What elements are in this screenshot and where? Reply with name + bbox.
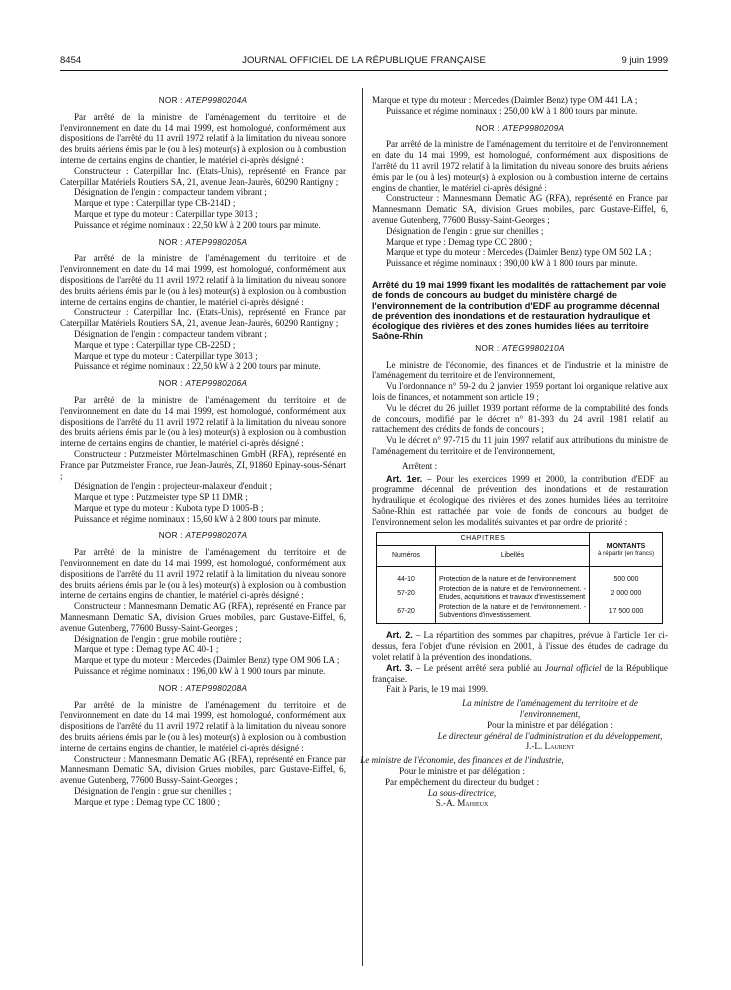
notice-intro: Par arrêté de la ministre de l'aménagement du territoire et de l'environnement en date du 14 mai 1999, est homologué, conformément aux dispositions de l'arrêté du 11 avril 1972 relatif à la limitation du niveau sonore des bruits aériens émis par le (ou à les) moteur(s) à explosion ou à combustion interne de certains engins de chantier, le matériel ci-après désigné : <box>60 111 346 165</box>
page-header <box>60 54 668 68</box>
notice-intro: Par arrêté de la ministre de l'aménagement du territoire et de l'environnement en date du 14 mai 1999, est homologué, conformément aux dispositions de l'arrêté du 11 avril 1972 relatif à la limitation du niveau sonore des bruits aériens émis par le (ou à les) moteur(s) à explosion ou à combustion interne de certains engins de chantier, le matériel ci-après désigné : <box>60 547 346 601</box>
notice-line: Puissance et régime nominaux : 22,50 kW à 2 200 tours par minute. <box>74 361 321 372</box>
notice-line: Marque et type : Demag type AC 40-1 ; <box>74 644 219 655</box>
nor-reference: NOR : ATEP9980206A <box>158 379 248 389</box>
notice-line: Constructeur : Caterpillar Inc. (Etats-Unis), représenté en France par Caterpillar Matériels Routiers SA, 21, avenue Jean-Jaurès, 60290 Rantigny ; <box>60 165 346 187</box>
article-2: Art. 2. – La répartition des sommes par chapitres, prévue à l'article 1er ci-dessus, fera l'objet d'une révision en 2001, à l'issue des études de cadrage du volet relatif à la prévention des inondations. <box>372 630 668 663</box>
notice-line: Marque et type : Demag type CC 1800 ; <box>74 796 220 807</box>
article-1: Art. 1er. – Pour les exercices 1999 et 2000, la contribution d'EDF au programme décennal de prévention des inondations et de restauration hydraulique et écologique des rivières et des zones humides liées au territoire Saône-Rhin est rattachée par voie de fonds de concours au budget de l'environnement selon les modalités suivantes et par ordre de priorité : <box>372 473 668 527</box>
table-row: 57-20 Protection de la nature et de l'environnement. - Etudes, acquisitions et travaux d'investissement 2 000 000 <box>377 585 663 603</box>
notice-line: Désignation de l'engin : compacteur tandem vibrant ; <box>74 328 267 339</box>
notice-line: Constructeur : Putzmeister Mörtelmaschinen GmbH (RFA), représenté en France par Putzmeister France, rue Jean-Jaurès, ZI, 91860 Epinay-sous-Sénart ; <box>60 448 346 481</box>
notice-line: Désignation de l'engin : projecteur-malaxeur d'enduit ; <box>74 481 273 492</box>
notice-line: Désignation de l'engin : grue sur chenilles ; <box>74 786 232 797</box>
notice-line: Constructeur : Caterpillar Inc. (Etats-Unis), représenté en France par Caterpillar Matériels Routiers SA, 21, avenue Jean-Jaurès, 60290 Rantigny ; <box>60 307 346 329</box>
preamble-line: Vu le décret du 26 juillet 1939 portant réforme de la comptabilité des fonds de concours, modifié par le décret n° 81-393 du 24 avril 1981 relatif au rattachement des crédits de fonds de concours ; <box>372 402 668 435</box>
preamble-line: Vu l'ordonnance n° 59-2 du 2 janvier 1959 portant loi organique relative aux lois de finances, et notamment son article 19 ; <box>372 381 668 402</box>
nor-reference: NOR : ATEP9980207A <box>158 531 248 541</box>
header-rule <box>60 70 668 71</box>
continuation-line: Puissance et régime nominaux : 250,00 kW à 1 800 tours par minute. <box>386 105 638 116</box>
nor-reference: NOR : ATEP9980205A <box>158 237 248 247</box>
table-row: 67-20 Protection de la nature et de l'environnement. - Subventions d'investissement. 17 500 000 <box>377 603 663 624</box>
nor-reference: NOR : ATEP9980204A <box>158 96 248 105</box>
budget-table <box>376 532 663 624</box>
article-3: Art. 3. – Le présent arrêté sera publié au Journal officiel de la République française. <box>372 662 668 684</box>
notice-line: Puissance et régime nominaux : 196,00 kW à 1 900 tours par minute. <box>74 666 326 677</box>
notice-intro: Par arrêté de la ministre de l'aménagement du territoire et de l'environnement en date du 14 mai 1999, est homologué, conformément aux dispositions de l'arrêté du 11 avril 1972 relatif à la limitation du niveau sonore des bruits aériens émis par le (ou à les) moteur(s) à explosion ou à combustion interne de certains engins de chantier, le matériel ci-après désigné : <box>60 253 346 307</box>
fait-a-paris: Fait à Paris, le 19 mai 1999. <box>386 684 489 695</box>
journal-title: JOURNAL OFFICIEL DE LA RÉPUBLIQUE FRANÇAISE <box>242 55 486 66</box>
table-row: 44-10 Protection de la nature et de l'environnement 500 000 <box>377 575 663 585</box>
nor-reference: NOR : ATEP9980209A <box>475 123 565 133</box>
left-column <box>60 96 346 808</box>
column-divider <box>362 88 363 966</box>
preamble-line: Le ministre de l'économie, des finances et de l'industrie et la ministre de l'aménagement du territoire et de l'environnement, <box>372 359 668 381</box>
preamble-line: Vu le décret n° 97-715 du 11 juin 1997 relatif aux attributions du ministre de l'aménagement du territoire et de l'environnement, <box>372 435 668 456</box>
notice-line: Marque et type : Caterpillar type CB-225D ; <box>74 339 236 350</box>
decree-nor-reference: NOR : ATEG9980210A <box>475 343 565 353</box>
notice-line: Désignation de l'engin : grue sur chenilles ; <box>386 225 544 236</box>
notice-intro: Par arrêté de la ministre de l'aménagement du territoire et de l'environnement en date du 14 mai 1999, est homologué, conformément aux dispositions de l'arrêté du 11 avril 1972 relatif à la limitation du niveau sonore des bruits aériens émis par le (ou à les) moteur(s) à explosion ou à combustion interne de certains engins de chantier, le matériel ci-après désigné : <box>372 139 668 193</box>
notice-intro: Par arrêté de la ministre de l'aménagement du territoire et de l'environnement en date du 14 mai 1999, est homologué, conformément aux dispositions de l'arrêté du 11 avril 1972 relatif à la limitation du niveau sonore des bruits aériens émis par le (ou à les) moteur(s) à explosion ou à combustion interne de certains engins de chantier, le matériel ci-après désigné : <box>60 394 346 449</box>
notice-line: Marque et type du moteur : Mercedes (Daimler Benz) type OM 906 LA ; <box>74 655 340 666</box>
notice-line: Marque et type du moteur : Caterpillar type 3013 ; <box>74 350 258 361</box>
continuation-line: Marque et type du moteur : Mercedes (Daimler Benz) type OM 441 LA ; <box>372 95 638 105</box>
notice-line: Désignation de l'engin : grue mobile routière ; <box>74 633 242 644</box>
table-header-libelles: Libellés <box>436 546 590 567</box>
nor-reference: NOR : ATEP9980208A <box>158 683 248 693</box>
notice-intro: Par arrêté de la ministre de l'aménagement du territoire et de l'environnement en date du 14 mai 1999, est homologué, conformément aux dispositions de l'arrêté du 11 avril 1972 relatif à la limitation du niveau sonore des bruits aériens émis par le (ou à les) moteur(s) à explosion ou à combustion interne de certains engins de chantier, le matériel ci-après désigné : <box>60 699 346 753</box>
notice-line: Constructeur : Mannesmann Dematic AG (RFA), représenté en France par Mannesmann Dematic SA, division Grues mobiles, parc Gustave-Eiffel, 6, avenue Gutenberg, 77600 Bussy-Saint-Georges ; <box>372 193 668 225</box>
signature-block-economy: Le ministre de l'économie, des finances et de l'industrie, Pour le ministre et par délégation : Par empêchement du directeur du budget : La sous-directrice, S.-A. Mahieux <box>360 755 564 809</box>
notice-line: Constructeur : Mannesmann Dematic AG (RFA), représenté en France par Mannesmann Dematic SA, division Grues mobiles, parc Gustave-Eiffel, 6, avenue Gutenberg, 77600 Bussy-Saint-Georges ; <box>60 753 346 786</box>
table-header-montants: MONTANTS à répartir (en francs) <box>590 533 663 567</box>
arretent: Arrêtent : <box>402 460 438 471</box>
notice-line: Désignation de l'engin : compacteur tandem vibrant ; <box>74 187 267 198</box>
table-header-chapitres: CHAPITRES <box>377 533 590 546</box>
notice-line: Marque et type du moteur : Mercedes (Daimler Benz) type OM 502 LA ; <box>386 247 652 258</box>
notice-line: Puissance et régime nominaux : 22,50 kW à 2 200 tours par minute. <box>74 219 321 230</box>
table-header-numeros: Numéros <box>377 546 436 567</box>
page-number: 8454 <box>60 55 82 66</box>
notice-line: Constructeur : Mannesmann Dematic AG (RFA), représenté en France par Mannesmann Dematic SA, division Grues mobiles, parc Gustave-Eiffel, 6, avenue Gutenberg, 77600 Bussy-Saint-Georges ; <box>60 601 346 633</box>
notice-line: Marque et type : Caterpillar type CB-214D ; <box>74 198 236 209</box>
publication-date: 9 juin 1999 <box>621 55 668 66</box>
notice-line: Puissance et régime nominaux : 390,00 kW à 1 800 tours par minute. <box>386 258 638 269</box>
signature-block-environment: La ministre de l'aménagement du territoire et de l'environnement, Pour la ministre et par délégation : Le directeur général de l'administration et du développement, J.-L. Laurent <box>437 698 663 752</box>
notice-line: Marque et type du moteur : Kubota type D 1005-B ; <box>74 502 264 513</box>
notice-line: Marque et type du moteur : Caterpillar type 3013 ; <box>74 208 258 219</box>
notice-line: Marque et type : Demag type CC 2800 ; <box>386 236 532 247</box>
notice-line: Puissance et régime nominaux : 15,60 kW à 2 800 tours par minute. <box>74 513 321 524</box>
notice-line: Marque et type : Putzmeister type SP 11 DMR ; <box>74 492 248 503</box>
decree-title: Arrêté du 19 mai 1999 fixant les modalités de rattachement par voie de fonds de concours au budget du ministère chargé de l'environnement de la contribution d'EDF au programme décennal de prévention des inondations et de restauration hydraulique et écologique des rivières et des zones humides liées au territoire Saône-Rhin <box>372 279 667 342</box>
right-column <box>360 95 668 809</box>
